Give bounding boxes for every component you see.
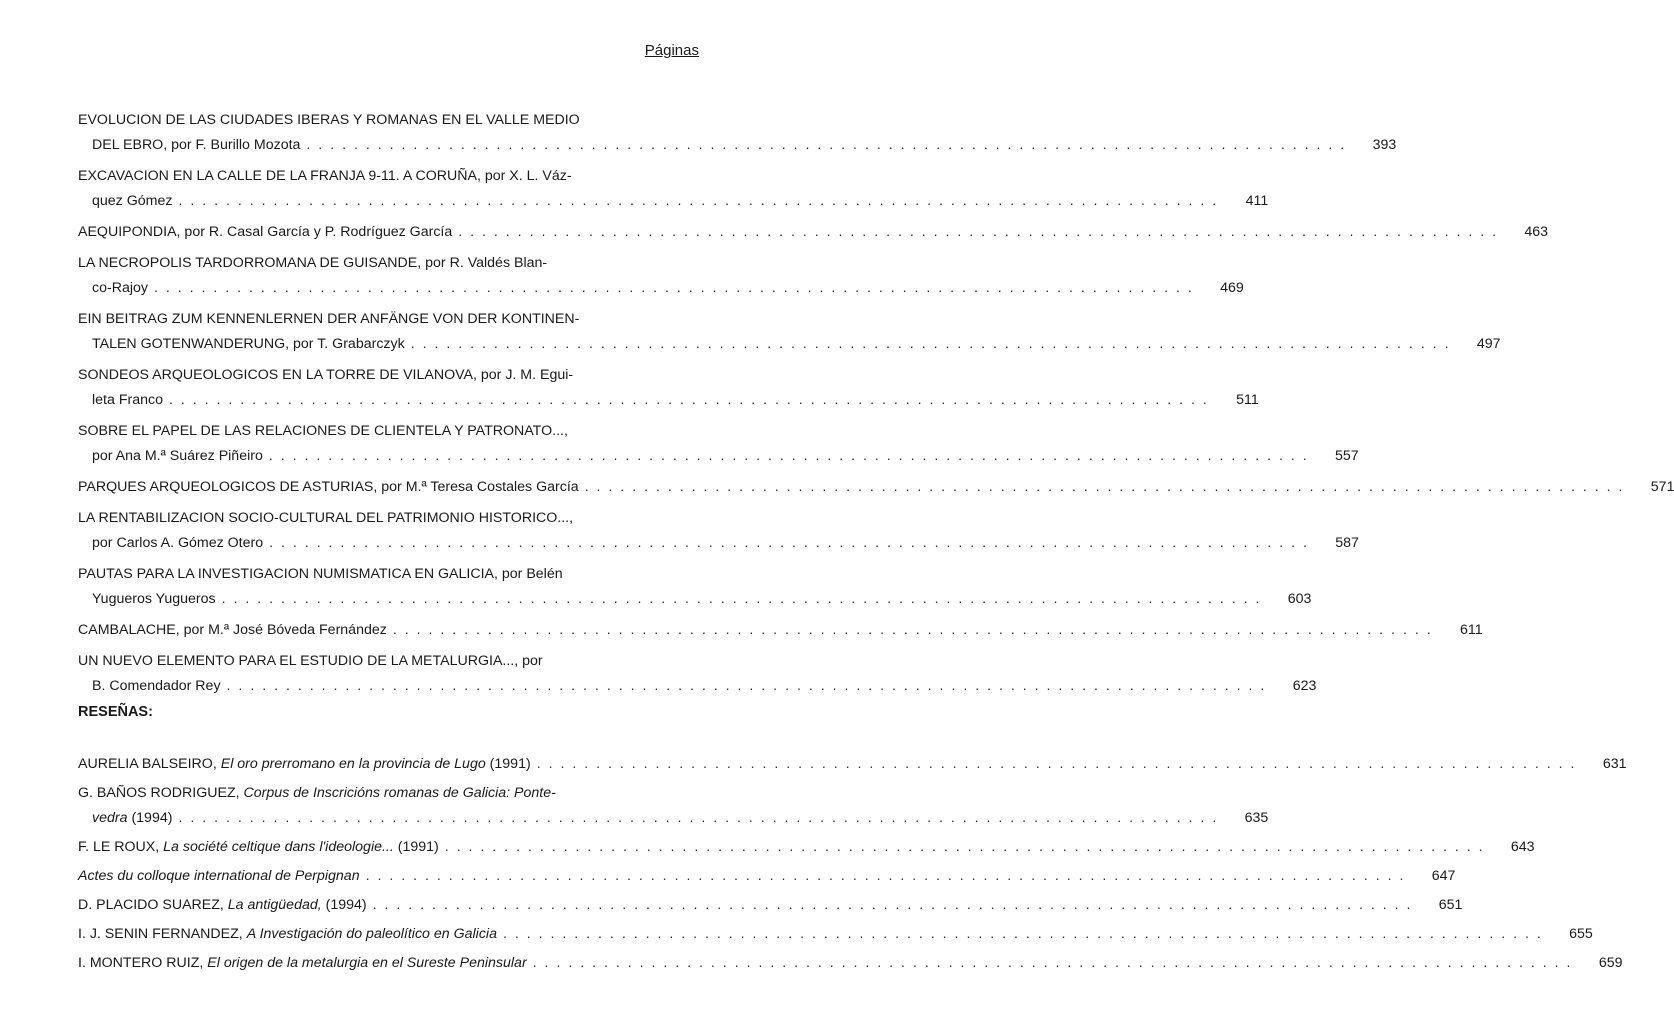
toc-entry bbox=[78, 618, 1483, 643]
review-entry-line bbox=[78, 951, 1623, 976]
toc-entry bbox=[78, 164, 1269, 214]
dot-leader: . . . . . . . . . . . . . . . . . . . . . . . . . . . . . . . . . . . . . . . . . . . . . . . . . . . . . . . . . . . . . . . . . . . . . . . . . . . . . . . . . . . . . . . . bbox=[178, 193, 1219, 209]
toc-entry-line bbox=[78, 164, 688, 189]
review-entry-line bbox=[78, 806, 1269, 831]
dot-leader: . . . . . . . . . . . . . . . . . . . . . . . . . . . . . . . . . . . . . . . . . . . . . . . . . . . . . . . . . . . . . . . . . . . . . . . . . . . . . . . . . . . . . . . . bbox=[372, 897, 1413, 913]
review-year: (1991) bbox=[393, 839, 439, 855]
dot-leader: . . . . . . . . . . . . . . . . . . . . . . . . . . . . . . . . . . . . . . . . . . . . . . . . . . . . . . . . . . . . . . . . . . . . . . . . . . . . . . . . . . . . . . . . bbox=[178, 810, 1219, 826]
toc-entry-page: 463 bbox=[1524, 224, 1549, 240]
dot-leader: . . . . . . . . . . . . . . . . . . . . . . . . . . . . . . . . . . . . . . . . . . . . . . . . . . . . . . . . . . . . . . . . . . . . . . . . . . . . . . . . . . . . . . . . bbox=[269, 535, 1309, 551]
dot-leader: . . . . . . . . . . . . . . . . . . . . . . . . . . . . . . . . . . . . . . . . . . . . . . . . . . . . . . . . . . . . . . . . . . . . . . . . . . . . . . . . . . . . . . . . bbox=[392, 622, 1433, 638]
toc-entry-line bbox=[78, 276, 1244, 301]
toc-entry-text: DEL EBRO, por F. Burillo Mozota bbox=[92, 137, 301, 153]
review-title: Actes du colloque international de Perpignan bbox=[78, 868, 360, 884]
dot-leader: . . . . . . . . . . . . . . . . . . . . . . . . . . . . . . . . . . . . . . . . . . . . . . . . . . . . . . . . . . . . . . . . . . . . . . . . . . . . . . . . . . . . . . . . bbox=[153, 280, 1194, 296]
toc-entry-text: CAMBALACHE, por M.ª José Bóveda Fernández bbox=[78, 622, 387, 638]
review-author: D. PLACIDO SUAREZ, bbox=[78, 897, 228, 913]
review-year: (1991) bbox=[485, 756, 531, 772]
toc-entry bbox=[78, 562, 1312, 612]
toc-entry-text: PARQUES ARQUEOLOGICOS DE ASTURIAS, por M.ª Teresa Costales García bbox=[78, 479, 579, 495]
dot-leader: . . . . . . . . . . . . . . . . . . . . . . . . . . . . . . . . . . . . . . . . . . . . . . . . . . . . . . . . . . . . . . . . . . . . . . . . . . . . . . . . . . . . . . . . bbox=[532, 955, 1573, 971]
review-entry-page: 643 bbox=[1510, 839, 1535, 855]
toc-entry-line bbox=[78, 307, 688, 332]
review-entry bbox=[78, 922, 1593, 947]
toc-entry-line bbox=[78, 444, 1359, 469]
review-year: (1994) bbox=[127, 810, 173, 826]
toc-entry-line bbox=[78, 388, 1259, 413]
toc-entry-page: 623 bbox=[1292, 678, 1317, 694]
toc-entry-line bbox=[78, 363, 688, 388]
review-title: Corpus de Inscricións romanas de Galicia: Ponte- bbox=[243, 785, 556, 801]
dot-leader: . . . . . . . . . . . . . . . . . . . . . . . . . . . . . . . . . . . . . . . . . . . . . . . . . . . . . . . . . . . . . . . . . . . . . . . . . . . . . . . . . . . . . . . . bbox=[168, 392, 1209, 408]
review-entry bbox=[78, 835, 1535, 860]
toc-entry-page: 557 bbox=[1335, 448, 1359, 464]
page-header-paginas: Páginas bbox=[644, 42, 699, 59]
review-entry-line bbox=[78, 752, 1627, 777]
toc-entry-line bbox=[78, 506, 688, 531]
toc-entry bbox=[78, 220, 1549, 245]
review-entry-page: 631 bbox=[1602, 756, 1627, 772]
toc-entry bbox=[78, 363, 1259, 413]
toc-entry-line bbox=[78, 587, 1312, 612]
review-entry bbox=[78, 864, 1456, 889]
toc-entry-line bbox=[78, 251, 688, 276]
toc-entry-text: Yugueros Yugueros bbox=[92, 591, 216, 607]
toc-entry-text: EVOLUCION DE LAS CIUDADES IBERAS Y ROMANAS EN EL VALLE MEDIO bbox=[78, 112, 580, 128]
dot-leader: . . . . . . . . . . . . . . . . . . . . . . . . . . . . . . . . . . . . . . . . . . . . . . . . . . . . . . . . . . . . . . . . . . . . . . . . . . . . . . . . . . . . . . . . bbox=[410, 336, 1451, 352]
toc-entry bbox=[78, 307, 1501, 357]
review-entry-line bbox=[78, 922, 1593, 947]
review-year: (1994) bbox=[321, 897, 367, 913]
review-title: vedra bbox=[92, 810, 128, 826]
toc-entry-line bbox=[78, 475, 1674, 500]
reviews-list bbox=[78, 752, 1627, 980]
toc-entry-line bbox=[78, 133, 1397, 158]
review-entry-line bbox=[78, 835, 1535, 860]
review-entry-line bbox=[78, 893, 1463, 918]
review-entry-page: 635 bbox=[1244, 810, 1269, 826]
toc-entry-text: por Carlos A. Gómez Otero bbox=[92, 535, 264, 551]
review-entry bbox=[78, 951, 1623, 976]
toc-entry-page: 393 bbox=[1372, 137, 1397, 153]
toc-entry bbox=[78, 108, 1397, 158]
toc-entry-page: 571 bbox=[1650, 479, 1674, 495]
review-entry bbox=[78, 893, 1463, 918]
review-entry bbox=[78, 781, 1269, 831]
toc-entry-text: quez Gómez bbox=[92, 193, 173, 209]
review-author: AURELIA BALSEIRO, bbox=[78, 756, 221, 772]
review-title: A Investigación do paleolítico en Galicia bbox=[246, 926, 497, 942]
toc-entry-text: TALEN GOTENWANDERUNG, por T. Grabarczyk bbox=[92, 336, 405, 352]
toc-entry bbox=[78, 506, 1359, 556]
toc-entry-line bbox=[78, 649, 688, 674]
toc-entry-text: SONDEOS ARQUEOLOGICOS EN LA TORRE DE VILANOVA, por J. M. Egui- bbox=[78, 367, 574, 383]
toc-entry-text: co-Rajoy bbox=[92, 280, 148, 296]
toc-entry-line bbox=[78, 332, 1501, 357]
toc-entry-text: SOBRE EL PAPEL DE LAS RELACIONES DE CLIENTELA Y PATRONATO..., bbox=[78, 423, 568, 439]
toc-entry-text: UN NUEVO ELEMENTO PARA EL ESTUDIO DE LA METALURGIA..., por bbox=[78, 653, 543, 669]
dot-leader: . . . . . . . . . . . . . . . . . . . . . . . . . . . . . . . . . . . . . . . . . . . . . . . . . . . . . . . . . . . . . . . . . . . . . . . . . . . . . . . . . . . . . . . . bbox=[226, 678, 1267, 694]
review-author: I. MONTERO RUIZ, bbox=[78, 955, 208, 971]
toc-entry-line bbox=[78, 562, 688, 587]
dot-leader: . . . . . . . . . . . . . . . . . . . . . . . . . . . . . . . . . . . . . . . . . . . . . . . . . . . . . . . . . . . . . . . . . . . . . . . . . . . . . . . . . . . . . . . . bbox=[306, 137, 1347, 153]
toc-entry-text: EXCAVACION EN LA CALLE DE LA FRANJA 9-11. A CORUÑA, por X. L. Váz- bbox=[78, 168, 572, 184]
toc-entry-page: 511 bbox=[1236, 392, 1259, 408]
toc-entry-text: PAUTAS PARA LA INVESTIGACION NUMISMATICA EN GALICIA, por Belén bbox=[78, 566, 563, 582]
toc-entry-text: B. Comendador Rey bbox=[92, 678, 221, 694]
dot-leader: . . . . . . . . . . . . . . . . . . . . . . . . . . . . . . . . . . . . . . . . . . . . . . . . . . . . . . . . . . . . . . . . . . . . . . . . . . . . . . . . . . . . . . . . bbox=[458, 224, 1499, 240]
review-author: G. BAÑOS RODRIGUEZ, bbox=[78, 785, 244, 801]
review-title: El oro prerromano en la provincia de Lugo bbox=[220, 756, 486, 772]
review-entry-line bbox=[78, 864, 1456, 889]
review-title: El origen de la metalurgia en el Sureste Peninsular bbox=[207, 955, 527, 971]
toc-entry-page: 611 bbox=[1460, 622, 1483, 638]
toc-entry-text: por Ana M.ª Suárez Piñeiro bbox=[92, 448, 263, 464]
toc-entry-text: leta Franco bbox=[92, 392, 163, 408]
toc-entry-page: 469 bbox=[1220, 280, 1244, 296]
review-author: I. J. SENIN FERNANDEZ, bbox=[78, 926, 247, 942]
dot-leader: . . . . . . . . . . . . . . . . . . . . . . . . . . . . . . . . . . . . . . . . . . . . . . . . . . . . . . . . . . . . . . . . . . . . . . . . . . . . . . . . . . . . . . . . bbox=[268, 448, 1309, 464]
review-entry-page: 655 bbox=[1569, 926, 1593, 942]
dot-leader: . . . . . . . . . . . . . . . . . . . . . . . . . . . . . . . . . . . . . . . . . . . . . . . . . . . . . . . . . . . . . . . . . . . . . . . . . . . . . . . . . . . . . . . . bbox=[502, 926, 1543, 942]
review-entry-page: 659 bbox=[1598, 955, 1623, 971]
review-title: La société celtique dans l'ideologie... bbox=[163, 839, 394, 855]
toc-entry-page: 587 bbox=[1335, 535, 1359, 551]
toc-entry-page: 497 bbox=[1476, 336, 1501, 352]
dot-leader: . . . . . . . . . . . . . . . . . . . . . . . . . . . . . . . . . . . . . . . . . . . . . . . . . . . . . . . . . . . . . . . . . . . . . . . . . . . . . . . . . . . . . . . . bbox=[365, 868, 1406, 884]
toc-entry-line bbox=[78, 108, 688, 133]
review-entry-page: 651 bbox=[1438, 897, 1463, 913]
toc-entry bbox=[78, 419, 1359, 469]
reviews-heading: RESEÑAS: bbox=[78, 704, 153, 720]
dot-leader: . . . . . . . . . . . . . . . . . . . . . . . . . . . . . . . . . . . . . . . . . . . . . . . . . . . . . . . . . . . . . . . . . . . . . . . . . . . . . . . . . . . . . . . . bbox=[584, 479, 1625, 495]
toc-entry-text: LA NECROPOLIS TARDORROMANA DE GUISANDE, por R. Valdés Blan- bbox=[78, 255, 548, 271]
dot-leader: . . . . . . . . . . . . . . . . . . . . . . . . . . . . . . . . . . . . . . . . . . . . . . . . . . . . . . . . . . . . . . . . . . . . . . . . . . . . . . . . . . . . . . . . bbox=[221, 591, 1262, 607]
dot-leader: . . . . . . . . . . . . . . . . . . . . . . . . . . . . . . . . . . . . . . . . . . . . . . . . . . . . . . . . . . . . . . . . . . . . . . . . . . . . . . . . . . . . . . . . bbox=[536, 756, 1577, 772]
toc-entry-page: 603 bbox=[1287, 591, 1312, 607]
toc-entry-line bbox=[78, 419, 688, 444]
review-author: F. LE ROUX, bbox=[78, 839, 164, 855]
toc-entry-page: 411 bbox=[1245, 193, 1269, 209]
review-entry bbox=[78, 752, 1627, 777]
dot-leader: . . . . . . . . . . . . . . . . . . . . . . . . . . . . . . . . . . . . . . . . . . . . . . . . . . . . . . . . . . . . . . . . . . . . . . . . . . . . . . . . . . . . . . . . bbox=[444, 839, 1485, 855]
toc-entry-text: LA RENTABILIZACION SOCIO-CULTURAL DEL PATRIMONIO HISTORICO..., bbox=[78, 510, 574, 526]
toc-entry-line bbox=[78, 531, 1359, 556]
toc-entry-line bbox=[78, 189, 1269, 214]
toc-entry-line bbox=[78, 674, 1317, 699]
toc-entry-line bbox=[78, 220, 1549, 245]
table-of-contents bbox=[78, 108, 1674, 705]
toc-entry-text: AEQUIPONDIA, por R. Casal García y P. Rodríguez García bbox=[78, 224, 453, 240]
toc-entry bbox=[78, 649, 1317, 699]
toc-entry bbox=[78, 251, 1244, 301]
review-entry-line bbox=[78, 781, 688, 806]
toc-entry bbox=[78, 475, 1674, 500]
toc-entry-line bbox=[78, 618, 1483, 643]
review-entry-page: 647 bbox=[1431, 868, 1456, 884]
review-title: La antigüedad, bbox=[227, 897, 322, 913]
toc-entry-text: EIN BEITRAG ZUM KENNENLERNEN DER ANFÄNGE VON DER KONTINEN- bbox=[78, 311, 580, 327]
